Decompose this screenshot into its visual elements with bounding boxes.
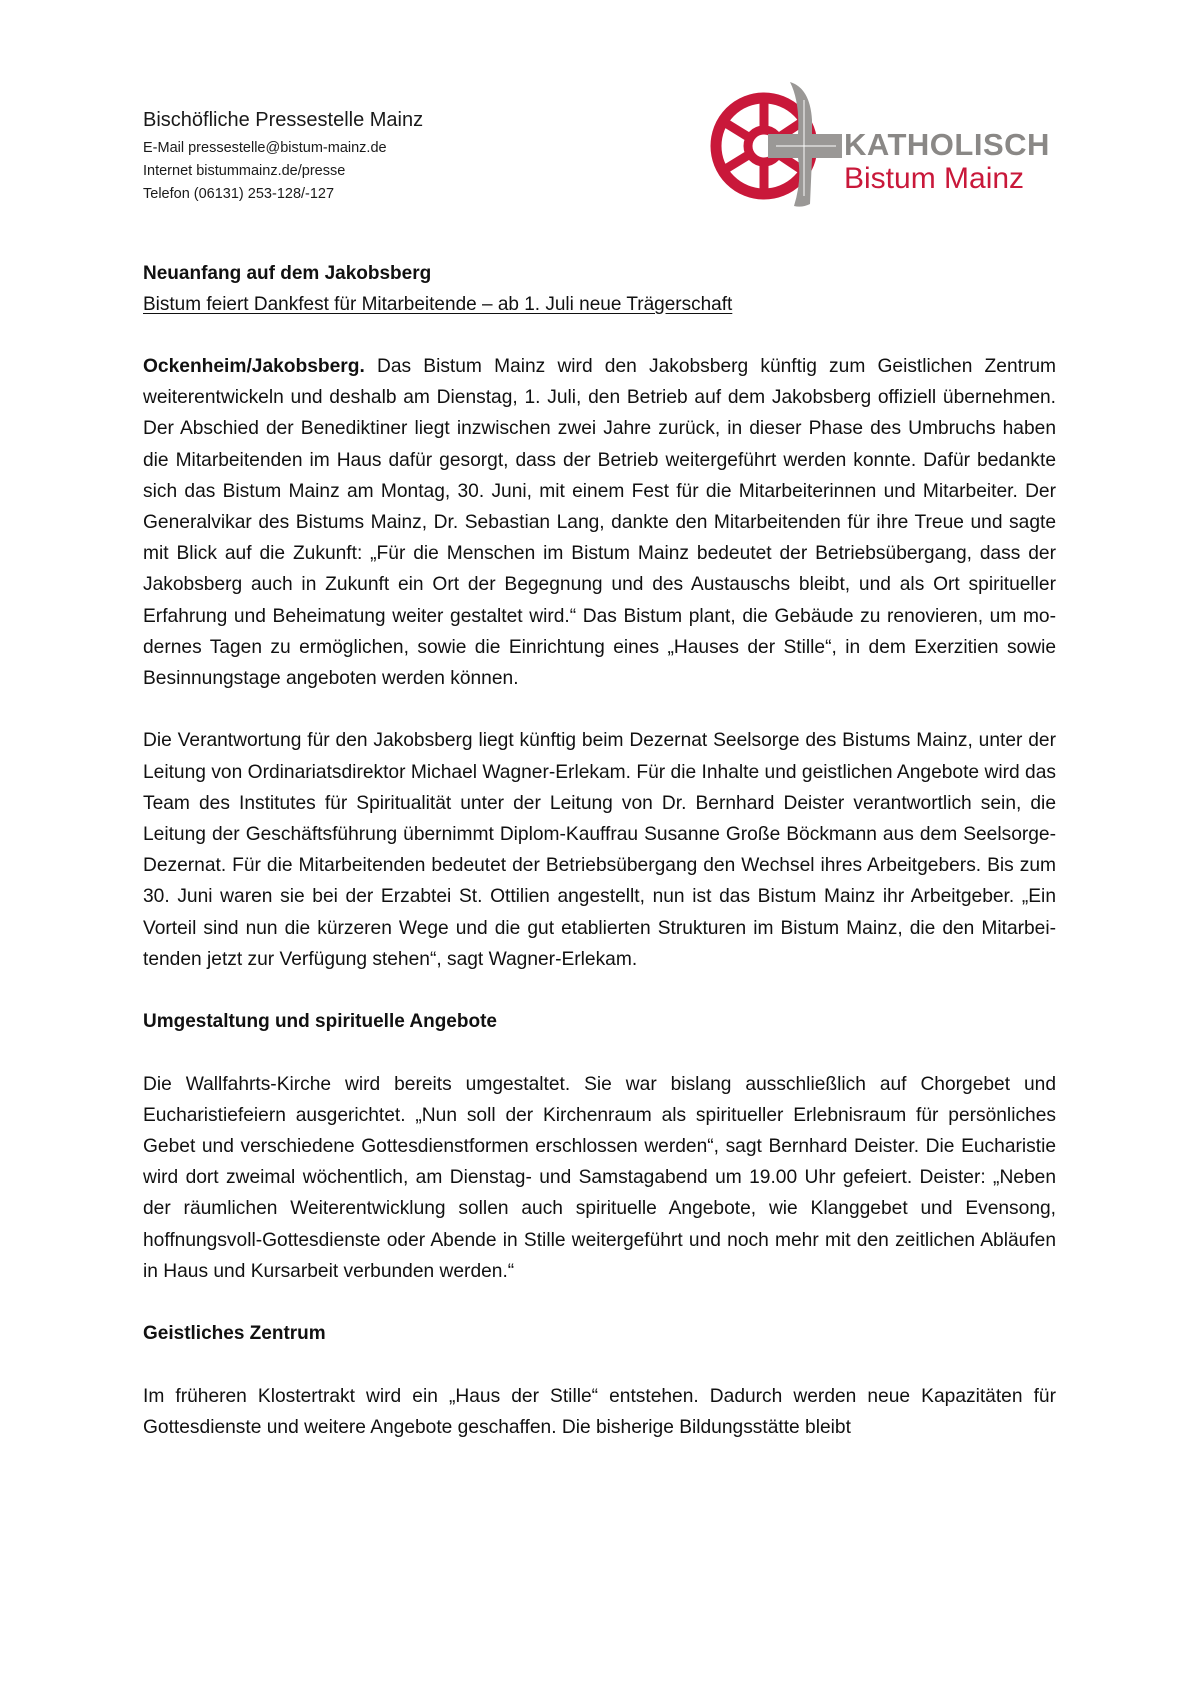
article-subtitle: Bistum feiert Dankfest für Mitarbeitende – ab 1. Juli neue Trägerschaft [143,294,733,315]
paragraph-3: Die Wallfahrts-Kirche wird bereits umgestaltet. Sie war bislang ausschließlich auf Chorgebet und Eucharistiefeiern ausgerichtet. „Nun soll der Kirchenraum als spiritueller Erlebnisraum für persönliches Gebet und verschiedene Gottesdienstformen erschlossen werden“, sagt Bernhard Deister. Die Eucharistie wird dort zweimal wöchentlich, am Dienstag- und Samstagabend um 19.00 Uhr gefeiert. Deister: „Neben der räumlichen Weiterentwicklung sollen auch spirituelle Angebote, wie Klanggebet und Evensong, hoffnungsvoll-Gottesdienste oder Abende in Stille weitergeführt und noch mehr mit den zeitlichen Abläufen in Haus und Kursarbeit verbunden werden.“ [143,1073,1056,1282]
sender-name: Bischöfliche Pressestelle Mainz [143,109,424,131]
wheel-cross-logo-icon [706,80,846,210]
paragraph-1-text: Das Bistum Mainz wird den Jakobsberg künftig zum Geistlichen Zentrum weiterentwickeln und deshalb am Dienstag, 1. Juli, den Betrieb auf dem Jakobsberg offiziell übernehmen. Der Abschied der Benediktiner liegt inzwischen zwei Jahre zurück, in dieser Phase des Umbruchs haben die Mitarbeitenden im Haus dafür gesorgt, dass der Betrieb weitergeführt werden konnte. Dafür bedankte sich das Bistum Mainz am Montag, 30. Juni, mit einem Fest für die Mitarbeiterinnen und Mitarbeiter. Der Generalvikar des Bistums Mainz, Dr. Sebastian Lang, dankte den Mitarbeitenden für ihre Treue und sagte mit Blick auf die Zukunft: „Für die Menschen im Bistum Mainz bedeutet der Betriebsübergang, dass der Jakobsberg auch in Zukunft ein Ort der Begegnung und des Austauschs bleibt, und als Ort spiritueller Erfahrung und Beheimatung weiter gestaltet wird.“ Das Bistum plant, die Gebäude zu renovieren, um modernes Tagen zu ermöglichen, sowie die Einrichtung eines „Hauses der Stille“, in dem Exerzitien sowie Besinnungstage angeboten werden können. [143,356,1056,690]
sender-email: E-Mail pressestelle@bistum-mainz.de [143,140,387,156]
paragraph-2: Die Verantwortung für den Jakobsberg liegt künftig beim Dezernat Seelsorge des Bistums Mainz, unter der Leitung von Ordinariatsdirektor Michael Wagner-Erlekam. Für die Inhalte und geistlichen Angebote wird das Team des Institutes für Spiritualität unter der Leitung von Dr. Bernhard Deister verantwortlich sein, die Leitung der Geschäftsführung übernimmt Diplom-Kauffrau Susanne Große Böckmann aus dem Seelsorge-Dezernat. Für die Mitarbeitenden bedeutet der Betriebsübergang den Wechsel ihres Arbeitgebers. Bis zum 30. Juni waren sie bei der Erzabtei St. Ottilien angestellt, nun ist das Bistum Mainz ihr Arbeitgeber. „Ein Vorteil sind nun die kürzeren Wege und die gut etablierten Strukturen im Bistum Mainz, die den Mitarbeitenden jetzt zur Verfügung stehen“, sagt Wagner-Erlekam. [143,730,1056,970]
paragraph-1 [143,351,1056,694]
logo-text-bistum-mainz: Bistum Mainz [844,162,1025,195]
section-heading-umgestaltung: Umgestaltung und spirituelle Angebote [143,1011,497,1033]
article-title: Neuanfang auf dem Jakobsberg [143,263,432,284]
logo-text-katholisch: KATHOLISCH [844,127,1050,162]
letterhead-sender [143,107,423,206]
article-body [143,258,1056,1474]
sender-internet: Internet bistummainz.de/presse [143,163,346,179]
diocese-logo [706,80,1050,210]
paragraph-4: Im früheren Klostertrakt wird ein „Haus der Stille“ entstehen. Dadurch werden neue Kapazitäten für Gottesdienste und weitere Angebote geschaffen. Die bisherige Bildungsstätte bleibt [143,1385,1056,1438]
section-heading-geistliches-zentrum: Geistliches Zentrum [143,1323,326,1345]
sender-phone: Telefon (06131) 253-128/-127 [143,186,335,202]
dateline: Ockenheim/Jakobsberg. [143,356,365,377]
